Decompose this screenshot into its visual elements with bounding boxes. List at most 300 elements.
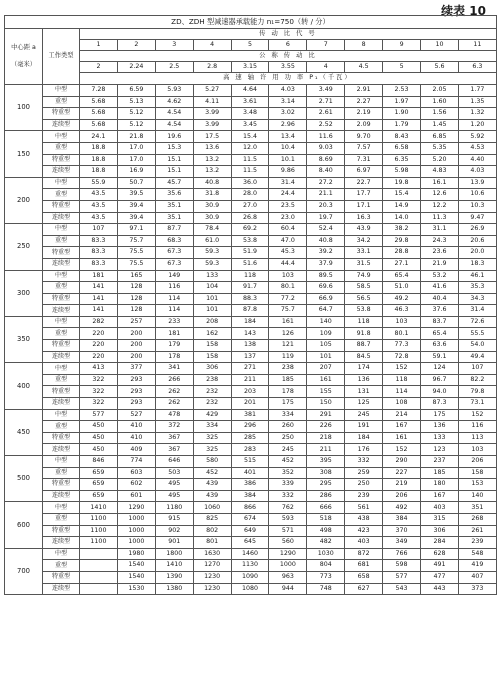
power-value-cell — [80, 560, 118, 572]
power-value-cell: 407 — [458, 571, 496, 583]
power-value-cell: 5.93 — [155, 85, 193, 97]
power-value-cell: 19.8 — [383, 177, 421, 189]
power-value-cell: 87.8 — [231, 305, 269, 317]
power-value-cell: 35.6 — [155, 189, 193, 201]
power-value-cell: 1060 — [193, 502, 231, 514]
power-value-cell: 10.4 — [269, 142, 307, 154]
table-row — [5, 142, 497, 154]
power-value-cell: 598 — [383, 560, 421, 572]
power-value-cell: 116 — [155, 282, 193, 294]
power-value-cell: 3.48 — [231, 108, 269, 120]
power-value-cell: 17.0 — [117, 142, 155, 154]
power-value-cell: 23.5 — [269, 200, 307, 212]
power-value-cell: 413 — [80, 363, 118, 375]
table-row — [5, 398, 497, 410]
power-value-cell: 257 — [117, 316, 155, 328]
power-value-cell: 548 — [458, 548, 496, 560]
power-value-cell: 39.4 — [117, 200, 155, 212]
power-value-cell: 73.1 — [458, 398, 496, 410]
power-value-cell: 384 — [231, 490, 269, 502]
power-value-cell: 54.0 — [458, 340, 496, 352]
power-value-cell: 4.64 — [231, 85, 269, 97]
power-value-cell: 35.1 — [155, 200, 193, 212]
power-value-cell: 5.68 — [80, 96, 118, 108]
power-value-cell: 349 — [383, 537, 421, 549]
work-type-cell: 重型 — [43, 513, 80, 525]
power-value-cell: 482 — [307, 537, 345, 549]
power-value-cell: 7.31 — [345, 154, 383, 166]
table-row — [5, 351, 497, 363]
table-row — [5, 166, 497, 178]
cd-label: 中心距 a — [11, 44, 36, 52]
power-value-cell: 14.9 — [383, 200, 421, 212]
power-value-cell: 452 — [193, 467, 231, 479]
power-value-cell: 1530 — [117, 583, 155, 595]
power-value-cell: 91.8 — [345, 328, 383, 340]
power-value-cell: 83.7 — [421, 316, 459, 328]
power-value-cell: 12.0 — [231, 142, 269, 154]
power-value-cell: 450 — [80, 444, 118, 456]
power-value-cell: 7.57 — [345, 142, 383, 154]
power-value-cell: 16.9 — [117, 166, 155, 178]
center-distance-cell: 600 — [5, 502, 43, 548]
power-value-cell: 203 — [231, 386, 269, 398]
power-value-cell: 14.0 — [383, 212, 421, 224]
power-value-cell: 91.7 — [231, 282, 269, 294]
power-value-cell: 1000 — [269, 560, 307, 572]
power-value-cell: 233 — [155, 316, 193, 328]
power-value-cell: 658 — [345, 571, 383, 583]
power-value-cell: 128 — [117, 293, 155, 305]
power-value-cell: 21.8 — [117, 131, 155, 143]
power-value-cell: 1000 — [117, 525, 155, 537]
power-value-cell: 104 — [193, 282, 231, 294]
power-value-cell: 13.6 — [193, 142, 231, 154]
power-value-cell: 59.3 — [193, 247, 231, 259]
power-value-cell: 423 — [345, 525, 383, 537]
power-value-cell: 12.6 — [421, 189, 459, 201]
power-value-cell: 245 — [345, 409, 383, 421]
power-value-cell: 1540 — [117, 571, 155, 583]
power-value-cell: 238 — [269, 363, 307, 375]
ratio-code-cell: 4 — [193, 40, 231, 51]
power-value-cell: 180 — [421, 479, 459, 491]
power-value-cell: 109 — [307, 328, 345, 340]
work-type-cell: 连续型 — [43, 444, 80, 456]
work-type-header — [43, 29, 80, 85]
table-row — [5, 177, 497, 189]
power-value-cell: 153 — [458, 479, 496, 491]
power-value-cell: 133 — [421, 432, 459, 444]
power-value-cell: 65.4 — [421, 328, 459, 340]
table-row — [5, 293, 497, 305]
power-value-cell: 266 — [155, 374, 193, 386]
power-value-cell: 35.1 — [155, 212, 193, 224]
power-value-cell: 325 — [193, 444, 231, 456]
power-value-cell: 627 — [345, 583, 383, 595]
power-value-cell: 1290 — [269, 548, 307, 560]
power-value-cell: 23.6 — [421, 247, 459, 259]
power-value-cell: 13.2 — [193, 166, 231, 178]
power-value-cell: 53.8 — [231, 235, 269, 247]
power-value-cell: 26.9 — [458, 224, 496, 236]
table-row — [5, 456, 497, 468]
table-row — [5, 560, 497, 572]
power-value-cell: 4.54 — [155, 108, 193, 120]
power-value-cell: 603 — [117, 467, 155, 479]
table-row — [5, 282, 497, 294]
power-value-cell: 1.20 — [458, 119, 496, 131]
nominal-ratio-cell: 2.24 — [117, 62, 155, 73]
power-value-cell: 577 — [383, 571, 421, 583]
power-value-cell: 1290 — [117, 502, 155, 514]
power-value-cell: 78.4 — [193, 224, 231, 236]
power-value-cell: 666 — [307, 502, 345, 514]
power-value-cell: 1100 — [80, 513, 118, 525]
ratio-code-cell: 5 — [231, 40, 269, 51]
power-value-cell: 5.20 — [421, 154, 459, 166]
power-value-cell: 103 — [458, 444, 496, 456]
table-row — [5, 200, 497, 212]
power-value-cell: 47.0 — [269, 235, 307, 247]
power-value-cell: 5.13 — [117, 96, 155, 108]
center-distance-cell: 100 — [5, 85, 43, 131]
power-value-cell: 118 — [231, 270, 269, 282]
power-value-cell: 27.1 — [383, 258, 421, 270]
center-distance-cell: 150 — [5, 131, 43, 177]
power-value-cell: 3.61 — [231, 96, 269, 108]
power-value-cell: 21.1 — [307, 189, 345, 201]
power-value-cell: 64.7 — [307, 305, 345, 317]
power-value-cell: 37.6 — [421, 305, 459, 317]
power-value-cell: 35.3 — [458, 282, 496, 294]
power-value-cell: 56.5 — [345, 293, 383, 305]
power-value-cell: 367 — [155, 432, 193, 444]
power-value-cell: 2.19 — [345, 108, 383, 120]
power-value-cell: 762 — [269, 502, 307, 514]
power-value-cell: 2.61 — [307, 108, 345, 120]
power-value-cell: 527 — [117, 409, 155, 421]
power-value-cell: 24.3 — [421, 235, 459, 247]
work-type-cell: 重型 — [43, 142, 80, 154]
power-value-cell: 232 — [193, 386, 231, 398]
power-value-cell: 74.9 — [345, 270, 383, 282]
power-value-cell: 645 — [231, 537, 269, 549]
work-type-cell: 连续型 — [43, 119, 80, 131]
table-row — [5, 108, 497, 120]
power-value-cell: 218 — [307, 432, 345, 444]
power-value-cell: 419 — [458, 560, 496, 572]
power-value-cell: 101 — [193, 293, 231, 305]
nominal-ratio-cell: 5.6 — [421, 62, 459, 73]
power-value-cell: 40.8 — [307, 235, 345, 247]
power-value-cell: 55.5 — [458, 328, 496, 340]
power-value-cell: 149 — [155, 270, 193, 282]
power-value-cell: 43.5 — [80, 189, 118, 201]
table-row — [5, 154, 497, 166]
power-value-cell: 13.4 — [269, 131, 307, 143]
power-value-cell: 372 — [155, 421, 193, 433]
power-value-cell: 206 — [458, 456, 496, 468]
power-value-cell: 96.7 — [421, 374, 459, 386]
power-value-cell: 158 — [458, 467, 496, 479]
power-value-cell: 403 — [345, 537, 383, 549]
power-value-cell: 1230 — [193, 571, 231, 583]
power-value-cell: 2.96 — [269, 119, 307, 131]
power-value-cell: 334 — [269, 409, 307, 421]
power-value-cell: 381 — [231, 409, 269, 421]
power-value-cell: 439 — [193, 490, 231, 502]
power-value-cell: 239 — [458, 537, 496, 549]
power-value-cell: 227 — [383, 467, 421, 479]
power-value-cell: 3.49 — [307, 85, 345, 97]
work-type-cell: 连续型 — [43, 305, 80, 317]
work-type-cell: 特重型 — [43, 525, 80, 537]
power-value-cell: 238 — [193, 374, 231, 386]
power-value-cell: 53.2 — [421, 270, 459, 282]
power-value-cell: 161 — [383, 432, 421, 444]
table-row — [5, 490, 497, 502]
power-value-cell: 5.98 — [383, 166, 421, 178]
power-value-cell: 49.4 — [458, 351, 496, 363]
continued-label: 续表 10 — [441, 4, 486, 18]
power-value-cell: 89.5 — [307, 270, 345, 282]
power-value-cell: 2.52 — [307, 119, 345, 131]
table-row — [5, 432, 497, 444]
power-value-cell: 1030 — [307, 548, 345, 560]
power-value-cell: 232 — [193, 398, 231, 410]
power-value-cell: 325 — [193, 432, 231, 444]
table-row — [5, 212, 497, 224]
power-value-cell: 377 — [117, 363, 155, 375]
power-value-cell: 60.4 — [269, 224, 307, 236]
power-value-cell: 773 — [307, 571, 345, 583]
center-distance-cell: 250 — [5, 224, 43, 270]
power-value-cell: 1.32 — [458, 108, 496, 120]
table-row — [5, 224, 497, 236]
power-value-cell: 175 — [269, 398, 307, 410]
table-row — [5, 85, 497, 97]
work-type-cell: 连续型 — [43, 351, 80, 363]
power-value-cell: 34.3 — [458, 293, 496, 305]
power-value-cell: 108 — [383, 398, 421, 410]
power-value-cell: 804 — [307, 560, 345, 572]
power-value-cell: 8.43 — [383, 131, 421, 143]
power-value-cell: 5.92 — [458, 131, 496, 143]
nominal-ratio-cell: 6.3 — [458, 62, 496, 73]
center-distance-cell: 350 — [5, 316, 43, 362]
power-value-cell: 94.0 — [421, 386, 459, 398]
work-type-cell: 特重型 — [43, 247, 80, 259]
power-value-cell: 571 — [269, 525, 307, 537]
power-value-cell: 184 — [345, 432, 383, 444]
power-value-cell: 181 — [80, 270, 118, 282]
power-value-cell: 560 — [269, 537, 307, 549]
power-value-cell: 561 — [345, 502, 383, 514]
table-row — [5, 258, 497, 270]
power-value-cell: 1130 — [231, 560, 269, 572]
power-value-cell: 6.85 — [421, 131, 459, 143]
table-row — [5, 247, 497, 259]
power-value-cell: 185 — [269, 374, 307, 386]
power-value-cell: 105 — [307, 340, 345, 352]
power-value-cell: 6.35 — [383, 154, 421, 166]
power-value-cell: 659 — [80, 479, 118, 491]
power-value-cell: 2.09 — [345, 119, 383, 131]
power-value-cell: 158 — [193, 340, 231, 352]
power-value-cell: 174 — [345, 363, 383, 375]
work-type-cell: 重型 — [43, 96, 80, 108]
power-value-cell: 101 — [193, 305, 231, 317]
power-value-cell: 5.12 — [117, 119, 155, 131]
power-value-cell: 261 — [458, 525, 496, 537]
power-value-cell: 44.4 — [269, 258, 307, 270]
power-value-cell: 59.3 — [193, 258, 231, 270]
power-value-cell: 75.5 — [117, 258, 155, 270]
power-value-cell: 285 — [231, 432, 269, 444]
power-value-cell: 19.6 — [155, 131, 193, 143]
work-type-cell: 重型 — [43, 328, 80, 340]
work-type-cell: 中型 — [43, 85, 80, 97]
power-value-cell: 20.6 — [458, 235, 496, 247]
power-value-cell: 40.8 — [193, 177, 231, 189]
power-value-cell: 26.8 — [231, 212, 269, 224]
work-type-cell: 连续型 — [43, 583, 80, 595]
power-value-cell: 29.8 — [383, 235, 421, 247]
power-value-cell: 124 — [421, 363, 459, 375]
table-row — [5, 189, 497, 201]
power-value-cell: 46.3 — [383, 305, 421, 317]
table-row — [5, 270, 497, 282]
power-value-cell: 601 — [117, 490, 155, 502]
power-value-cell: 866 — [231, 502, 269, 514]
power-value-cell: 43.9 — [345, 224, 383, 236]
power-value-cell: 11.5 — [231, 166, 269, 178]
table-row — [5, 421, 497, 433]
power-value-cell: 143 — [231, 328, 269, 340]
work-type-cell: 特重型 — [43, 108, 80, 120]
power-value-cell: 80.1 — [383, 328, 421, 340]
work-type-cell: 中型 — [43, 316, 80, 328]
power-value-cell: 39.4 — [117, 212, 155, 224]
power-value-cell: 293 — [117, 374, 155, 386]
power-value-cell: 161 — [307, 374, 345, 386]
power-value-cell: 200 — [117, 340, 155, 352]
power-value-cell: 395 — [307, 456, 345, 468]
table-row — [5, 386, 497, 398]
power-value-cell: 83.3 — [80, 235, 118, 247]
power-value-cell: 259 — [345, 467, 383, 479]
power-value-cell: 150 — [307, 398, 345, 410]
power-header: 高 速 轴 许 用 功 率 P₁（千瓦） — [80, 73, 497, 85]
power-value-cell: 1.45 — [421, 119, 459, 131]
power-value-cell: 846 — [80, 456, 118, 468]
work-type-cell: 连续型 — [43, 537, 80, 549]
power-value-cell: 1.56 — [421, 108, 459, 120]
power-value-cell: 31.1 — [421, 224, 459, 236]
power-value-cell: 161 — [269, 316, 307, 328]
power-value-cell: 165 — [117, 270, 155, 282]
power-value-cell: 286 — [307, 490, 345, 502]
power-value-cell: 5.27 — [193, 85, 231, 97]
power-value-cell: 136 — [421, 421, 459, 433]
power-value-cell: 18.8 — [80, 154, 118, 166]
power-value-cell: 11.3 — [421, 212, 459, 224]
power-value-cell: 250 — [345, 479, 383, 491]
power-value-cell: 282 — [80, 316, 118, 328]
power-value-cell: 290 — [383, 456, 421, 468]
power-value-cell: 944 — [269, 583, 307, 595]
power-value-cell: 478 — [155, 409, 193, 421]
power-value-cell: 97.1 — [117, 224, 155, 236]
power-value-cell: 1.35 — [458, 96, 496, 108]
power-value-cell: 1180 — [155, 502, 193, 514]
power-value-cell: 6.59 — [117, 85, 155, 97]
power-value-cell: 9.70 — [345, 131, 383, 143]
power-value-cell: 352 — [269, 467, 307, 479]
table-row — [5, 340, 497, 352]
power-value-cell: 293 — [117, 386, 155, 398]
power-value-cell: 178 — [155, 351, 193, 363]
power-value-cell: 28.0 — [231, 189, 269, 201]
power-value-cell: 37.9 — [307, 258, 345, 270]
work-type-cell: 特重型 — [43, 340, 80, 352]
power-value-cell: 34.2 — [345, 235, 383, 247]
power-value-cell: 40.4 — [421, 293, 459, 305]
power-value-cell: 602 — [117, 479, 155, 491]
power-value-cell: 4.54 — [155, 119, 193, 131]
table-row — [5, 235, 497, 247]
table-row — [5, 131, 497, 143]
power-value-cell: 17.0 — [117, 154, 155, 166]
power-value-cell: 503 — [155, 467, 193, 479]
power-value-cell: 162 — [193, 328, 231, 340]
work-type-cell: 重型 — [43, 374, 80, 386]
power-value-cell: 245 — [269, 444, 307, 456]
ratio-code-cell: 11 — [458, 40, 496, 51]
power-value-cell: 5.35 — [421, 142, 459, 154]
power-value-cell: 495 — [155, 490, 193, 502]
power-value-cell: 152 — [383, 444, 421, 456]
power-value-cell: 1100 — [80, 537, 118, 549]
power-value-cell: 59.1 — [421, 351, 459, 363]
power-value-cell — [80, 548, 118, 560]
nominal-ratio-cell: 3.15 — [231, 62, 269, 73]
power-value-cell: 1630 — [193, 548, 231, 560]
power-value-cell: 370 — [383, 525, 421, 537]
work-type-cell: 特重型 — [43, 154, 80, 166]
power-value-cell: 477 — [421, 571, 459, 583]
power-value-cell: 211 — [231, 374, 269, 386]
table-row — [5, 96, 497, 108]
power-value-cell: 75.5 — [117, 247, 155, 259]
power-value-cell: 15.1 — [155, 166, 193, 178]
power-value-cell: 69.6 — [307, 282, 345, 294]
power-value-cell: 10.6 — [458, 189, 496, 201]
power-value-cell: 200 — [117, 328, 155, 340]
power-value-cell: 498 — [307, 525, 345, 537]
power-value-cell: 322 — [80, 386, 118, 398]
power-value-cell: 1540 — [117, 560, 155, 572]
power-value-cell: 802 — [193, 525, 231, 537]
power-value-cell: 201 — [231, 398, 269, 410]
power-value-cell: 237 — [421, 456, 459, 468]
work-type-cell: 连续型 — [43, 258, 80, 270]
ratio-code-cell: 9 — [383, 40, 421, 51]
table-row — [5, 119, 497, 131]
power-value-cell: 8.69 — [307, 154, 345, 166]
power-value-cell: 114 — [383, 386, 421, 398]
